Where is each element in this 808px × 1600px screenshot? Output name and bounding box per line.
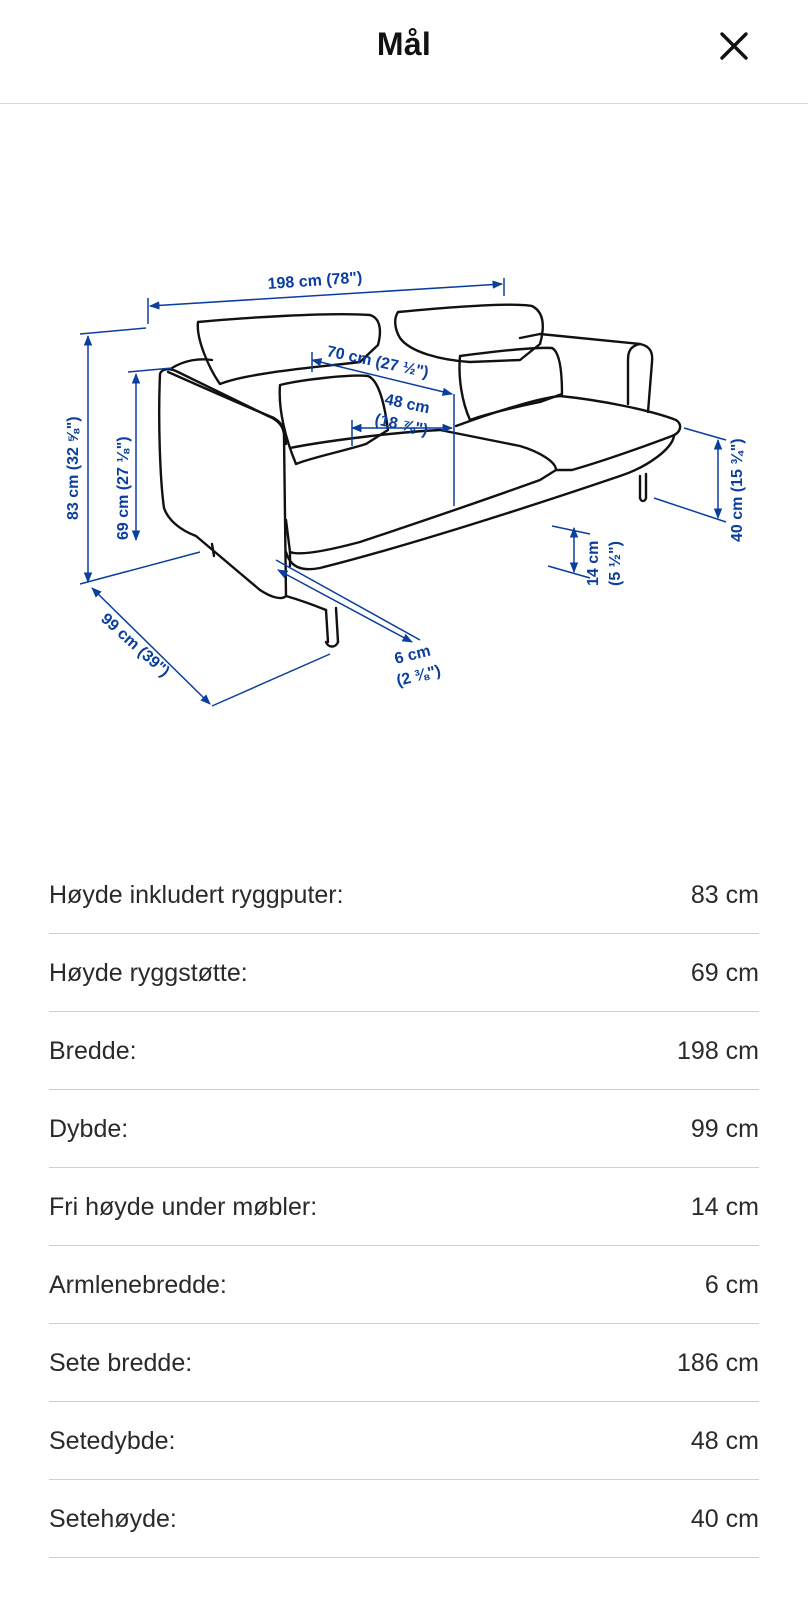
armrest-dimension-label-line2: (2 ⅜") <box>394 662 443 690</box>
spec-label: Høyde ryggstøtte: <box>49 959 248 987</box>
sheet-header <box>0 0 808 104</box>
spec-label: Fri høyde under møbler: <box>49 1193 318 1221</box>
seat-depth-dimension-label-line2: (18 ⅞") <box>373 411 430 440</box>
clearance-dimension-label-line2: (5 ½") <box>607 541 624 586</box>
spec-row-height-with-cushions <box>49 856 759 934</box>
spec-value: 14 cm <box>690 1193 759 1221</box>
spec-value: 99 cm <box>690 1115 759 1143</box>
clearance-dimension-label-line1: 14 cm <box>585 540 602 586</box>
spec-value: 69 cm <box>690 959 759 987</box>
height-dimension-label: 83 cm (32 ⅝") <box>65 416 82 520</box>
spec-label: Dybde: <box>49 1115 129 1143</box>
seat-depth-dimension-label-line1: 48 cm <box>383 391 432 418</box>
spec-row-seat-depth <box>49 1402 759 1480</box>
spec-row-armrest-width <box>49 1246 759 1324</box>
spec-label: Bredde: <box>49 1037 137 1065</box>
spec-value: 83 cm <box>690 881 759 909</box>
seat-width-dimension-label: 70 cm (27 ½") <box>325 343 431 382</box>
spec-value: 198 cm <box>677 1037 759 1065</box>
spec-row-seat-height <box>49 1480 759 1558</box>
spec-label: Armlenebredde: <box>49 1271 227 1299</box>
spec-row-depth <box>49 1090 759 1168</box>
spec-row-seat-width <box>49 1324 759 1402</box>
spec-row-width <box>49 1012 759 1090</box>
spec-value: 6 cm <box>704 1271 759 1299</box>
close-button[interactable] <box>714 26 754 66</box>
spec-row-back-height <box>49 934 759 1012</box>
spec-label: Sete bredde: <box>49 1349 193 1377</box>
sofa-illustration <box>159 305 680 647</box>
seat-height-dimension-label: 40 cm (15 ¾") <box>729 438 746 542</box>
depth-dimension-label: 99 cm (39") <box>97 610 173 681</box>
spec-row-clearance <box>49 1168 759 1246</box>
close-icon <box>719 31 749 61</box>
width-dimension-label: 198 cm (78") <box>267 269 363 293</box>
spec-value: 40 cm <box>690 1505 759 1533</box>
spec-value: 48 cm <box>690 1427 759 1455</box>
spec-label: Setehøyde: <box>49 1505 177 1533</box>
spec-label: Setedybde: <box>49 1427 176 1455</box>
sofa-dimension-diagram <box>0 240 808 720</box>
page-title: Mål <box>376 26 432 62</box>
spec-value: 186 cm <box>677 1349 759 1377</box>
back-height-dimension-label: 69 cm (27 ⅛") <box>115 436 132 540</box>
spec-label: Høyde inkludert ryggputer: <box>49 881 344 909</box>
armrest-dimension-label-line1: 6 cm <box>392 642 433 668</box>
dimension-specs-list <box>49 856 759 1558</box>
